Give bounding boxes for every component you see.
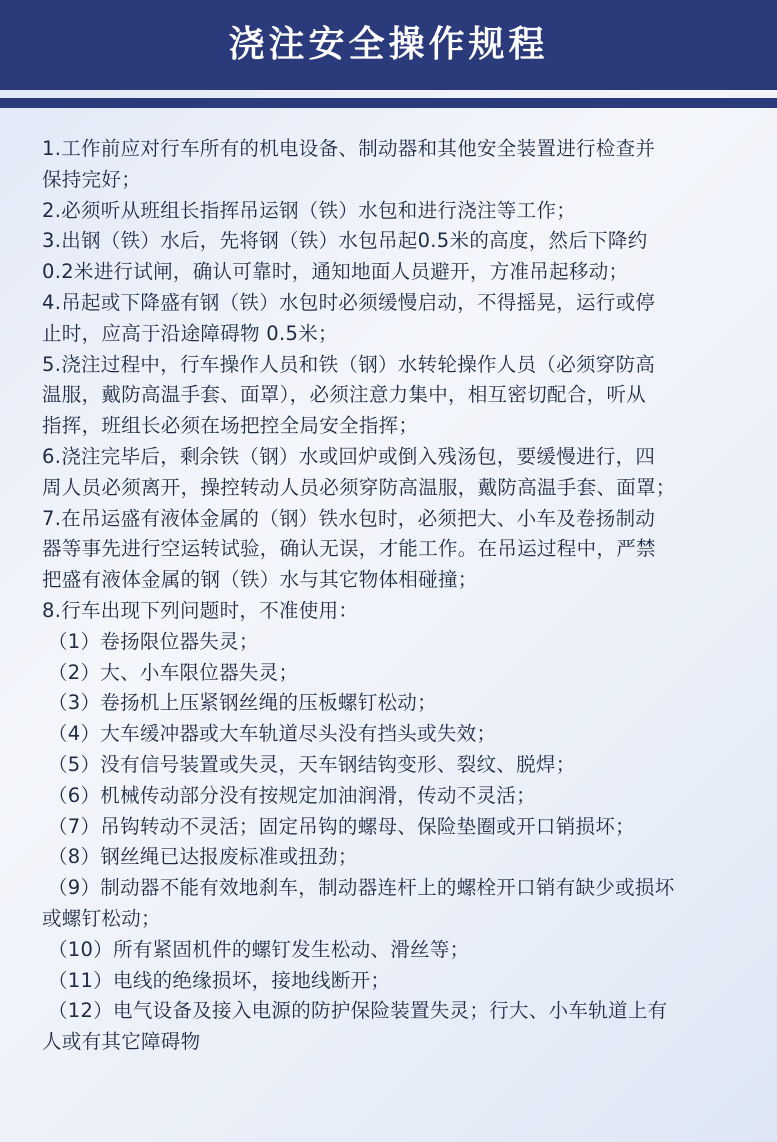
- header-stripe: [0, 98, 777, 108]
- sub-rule-line: （11）电线的绝缘损坏，接地线断开；: [48, 968, 391, 992]
- rule-line: 4.吊起或下降盛有钢（铁）水包时必须缓慢启动，不得摇晃，运行或停: [42, 290, 656, 314]
- rule-line: 3.出钢（铁）水后，先将钢（铁）水包吊起0.5米的高度，然后下降约: [42, 229, 648, 253]
- rule-line: 指挥，班组长必须在场把控全局安全指挥；: [42, 414, 419, 438]
- sub-rule-line: （8）钢丝绳已达报废标准或扭劲；: [48, 845, 358, 869]
- sub-rule-line: （7）吊钩转动不灵活；固定吊钩的螺母、保险垫圈或开口销损坏；: [48, 814, 635, 838]
- rule-line: 7.在吊运盛有液体金属的（钢）铁水包时，必须把大、小车及卷扬制动: [42, 506, 656, 530]
- rule-line: 或螺钉松动；: [42, 906, 161, 930]
- rule-line: 0.2米进行试闸，确认可靠时，通知地面人员避开，方准吊起移动；: [42, 260, 629, 284]
- page-title: 浇注安全操作规程: [228, 24, 549, 65]
- rule-line: 2.必须听从班组长指挥吊运钢（铁）水包和进行浇注等工作；: [42, 198, 577, 222]
- sub-rule-line: （1）卷扬限位器失灵；: [48, 629, 259, 653]
- rules-list: [42, 134, 772, 1058]
- rule-line: 8.行车出现下列问题时，不准使用：: [42, 598, 359, 622]
- sub-rule-line: （10）所有紧固机件的螺钉发生松动、滑丝等；: [48, 937, 470, 961]
- sub-rule-line: （5）没有信号装置或失灵，天车钢结钩变形、裂纹、脱焊；: [48, 752, 576, 776]
- sub-rule-line: （2）大、小车限位器失灵；: [48, 660, 299, 684]
- rule-line: 1.工作前应对行车所有的机电设备、制动器和其他安全装置进行检查并: [42, 137, 656, 160]
- rule-line: 6.浇注完毕后，剩余铁（钢）水或回炉或倒入残汤包，要缓慢进行，四: [42, 444, 656, 468]
- rule-line: 把盛有液体金属的钢（铁）水与其它物体相碰撞；: [42, 568, 478, 592]
- rule-line: 人或有其它障碍物: [42, 1030, 201, 1054]
- sub-rule-line: （9）制动器不能有效地刹车，制动器连杆上的螺栓开口销有缺少或损坏: [48, 876, 675, 900]
- rule-line: 温服，戴防高温手套、面罩），必须注意力集中，相互密切配合，听从: [42, 383, 647, 407]
- sub-rule-line: （4）大车缓冲器或大车轨道尽头没有挡头或失效；: [48, 722, 497, 746]
- rule-line: 止时，应高于沿途障碍物 0.5米；: [42, 321, 338, 345]
- rule-line: 周人员必须离开，操控转动人员必须穿防高温服，戴防高温手套、面罩；: [42, 475, 676, 499]
- rule-line: 保持完好；: [42, 167, 142, 191]
- rule-line: 器等事先进行空运转试验，确认无误，才能工作。在吊运过程中，严禁: [42, 537, 656, 561]
- sub-rule-line: （3）卷扬机上压紧钢丝绳的压板螺钉松动；: [48, 691, 437, 715]
- rule-line: 5.浇注过程中，行车操作人员和铁（钢）水转轮操作人员（必须穿防高: [42, 352, 656, 376]
- sub-rule-line: （6）机械传动部分没有按规定加油润滑，传动不灵活；: [48, 783, 536, 807]
- sub-rule-line: （12）电气设备及接入电源的防护保险装置失灵；行大、小车轨道上有: [48, 999, 668, 1023]
